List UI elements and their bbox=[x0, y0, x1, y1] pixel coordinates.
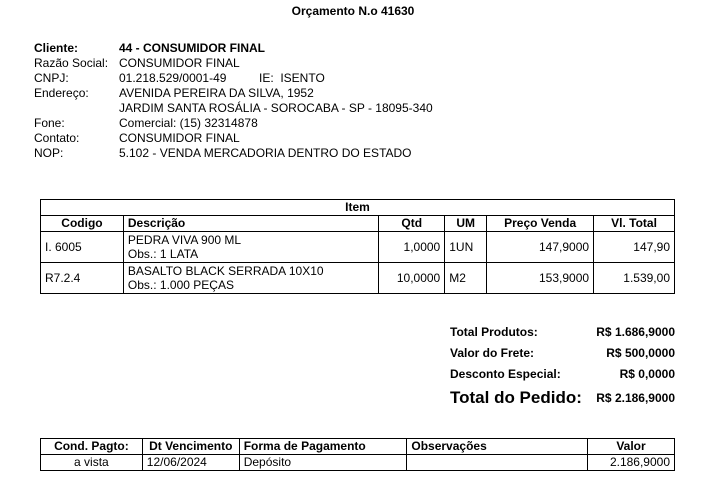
ie-value: ISENTO bbox=[280, 71, 325, 85]
razao-label: Razão Social: bbox=[34, 56, 109, 70]
header-cond-pagto: Cond. Pagto: bbox=[41, 439, 143, 455]
table-row bbox=[41, 455, 675, 471]
item-um: 1UN bbox=[445, 232, 487, 263]
cliente-value: 44 - CONSUMIDOR FINAL bbox=[119, 41, 266, 55]
total-produtos-label: Total Produtos: bbox=[450, 325, 538, 339]
nop-value: 5.102 - VENDA MERCADORIA DENTRO DO ESTADO bbox=[119, 146, 412, 160]
header-preco: Preço Venda bbox=[487, 216, 594, 232]
payment-forma: Depósito bbox=[239, 455, 407, 471]
payment-table bbox=[40, 438, 675, 471]
item-obs: Obs.: 1 LATA bbox=[127, 247, 199, 261]
fone-label: Fone: bbox=[34, 116, 65, 130]
document-title: Orçamento N.o 41630 bbox=[291, 4, 415, 18]
item-codigo: R7.2.4 bbox=[41, 263, 124, 294]
items-table bbox=[40, 199, 675, 294]
desconto-label: Desconto Especial: bbox=[450, 367, 561, 381]
table-row bbox=[41, 263, 675, 294]
items-section-title: Item bbox=[41, 200, 675, 216]
header-um: UM bbox=[445, 216, 487, 232]
item-preco: 147,9000 bbox=[487, 232, 594, 263]
payment-obs bbox=[407, 455, 588, 471]
payment-cond: a vista bbox=[41, 455, 143, 471]
payment-valor: 2.186,9000 bbox=[588, 455, 675, 471]
total-pedido-label: Total do Pedido: bbox=[450, 388, 582, 407]
item-total: 1.539,00 bbox=[594, 263, 675, 294]
endereco-line2: JARDIM SANTA ROSÁLIA - SOROCABA - SP - 18095-340 bbox=[119, 101, 433, 115]
total-pedido-row bbox=[450, 385, 676, 411]
item-descricao-cell bbox=[123, 263, 378, 294]
valor-frete-row bbox=[450, 343, 676, 364]
payment-headers bbox=[41, 439, 675, 455]
header-observacoes: Observações bbox=[407, 439, 588, 455]
desconto-value: R$ 0,0000 bbox=[619, 367, 675, 381]
table-row bbox=[41, 232, 675, 263]
contato-label: Contato: bbox=[34, 131, 80, 145]
endereco-label: Endereço: bbox=[34, 86, 89, 100]
item-descricao-cell bbox=[123, 232, 378, 263]
item-qtd: 1,0000 bbox=[379, 232, 445, 263]
ie-label: IE: bbox=[259, 71, 274, 85]
nop-label: NOP: bbox=[34, 146, 64, 160]
item-preco: 153,9000 bbox=[487, 263, 594, 294]
header-qtd: Qtd bbox=[379, 216, 445, 232]
total-pedido-value: R$ 2.186,9000 bbox=[596, 391, 675, 405]
header-codigo: Codigo bbox=[41, 216, 124, 232]
cnpj-value: 01.218.529/0001-49 bbox=[119, 71, 227, 85]
item-codigo: I. 6005 bbox=[41, 232, 124, 263]
header-forma-pagamento: Forma de Pagamento bbox=[239, 439, 407, 455]
item-total: 147,90 bbox=[594, 232, 675, 263]
endereco-line1: AVENIDA PEREIRA DA SILVA, 1952 bbox=[119, 86, 314, 100]
items-section-header bbox=[41, 200, 675, 216]
item-um: M2 bbox=[445, 263, 487, 294]
item-descricao: PEDRA VIVA 900 ML bbox=[127, 233, 242, 247]
total-produtos-value: R$ 1.686,9000 bbox=[596, 325, 675, 339]
item-qtd: 10,0000 bbox=[379, 263, 445, 294]
cliente-label: Cliente: bbox=[34, 41, 79, 55]
razao-value: CONSUMIDOR FINAL bbox=[119, 56, 240, 70]
cnpj-label: CNPJ: bbox=[34, 71, 69, 85]
desconto-row bbox=[450, 364, 676, 385]
total-produtos-row bbox=[450, 322, 676, 343]
header-vencimento: Dt Vencimento bbox=[142, 439, 239, 455]
fone-value: Comercial: (15) 32314878 bbox=[119, 116, 258, 130]
totals-block bbox=[450, 322, 676, 411]
item-descricao: BASALTO BLACK SERRADA 10X10 bbox=[127, 264, 324, 278]
header-descricao: Descrição bbox=[123, 216, 378, 232]
items-column-headers bbox=[41, 216, 675, 232]
header-valor: Valor bbox=[588, 439, 675, 455]
valor-frete-label: Valor do Frete: bbox=[450, 346, 535, 360]
item-obs: Obs.: 1.000 PEÇAS bbox=[127, 278, 234, 292]
payment-vencimento: 12/06/2024 bbox=[142, 455, 239, 471]
header-total: Vl. Total bbox=[594, 216, 675, 232]
valor-frete-value: R$ 500,0000 bbox=[606, 346, 675, 360]
ie-field bbox=[259, 71, 325, 86]
contato-value: CONSUMIDOR FINAL bbox=[119, 131, 240, 145]
